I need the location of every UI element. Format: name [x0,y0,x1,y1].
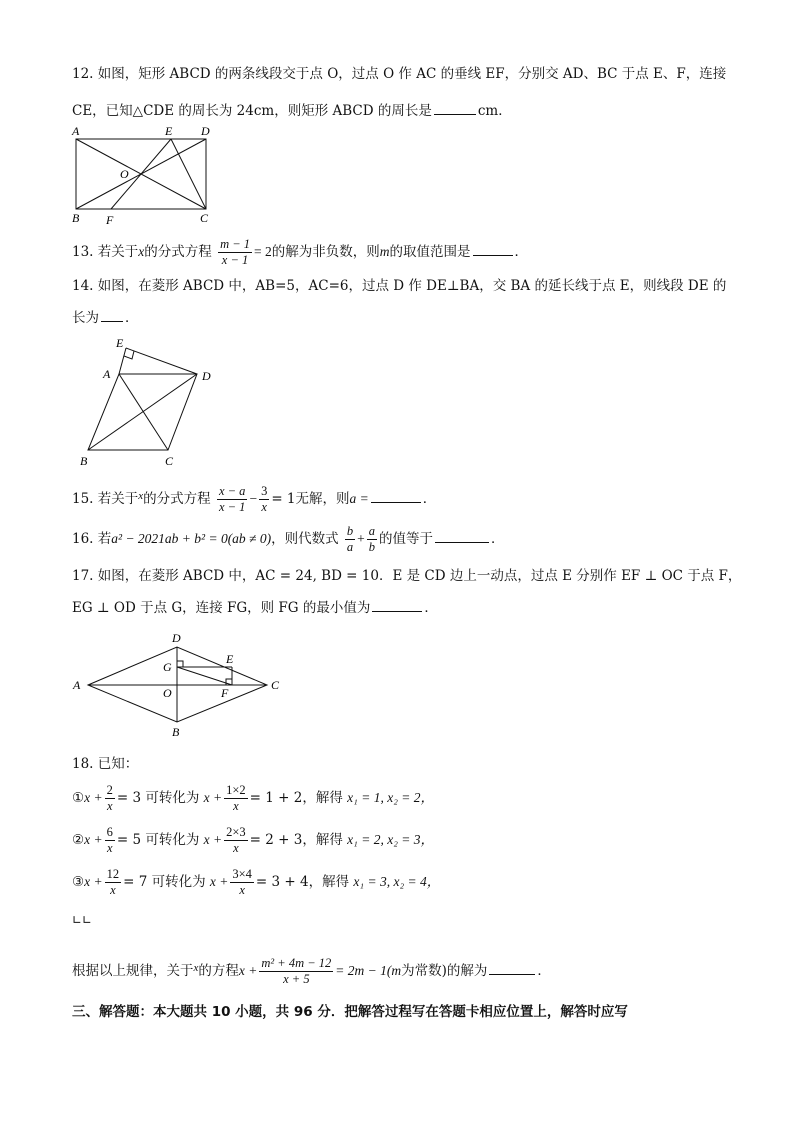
q18-item2-c: x + [203,832,223,847]
q14-label-b: B [80,454,88,468]
q18-rule-m: m [391,963,402,978]
q18-item2-solution: x₁ = 2, x₂ = 3， [347,832,434,847]
q12-line1: 12. 如图，矩形 ABCD 的两条线段交于点 O，过点 O 作 AC 的垂线 EF，分别交 AD、BC 于点 E、F，连接 [72,66,727,82]
q16-expression: a² − 2021ab + b² = 0(ab ≠ 0) [111,531,272,546]
q17-label-a: A [73,678,81,692]
q18-rule-pre: 根据以上规律，关于 [72,963,194,979]
q12-label-c: C [200,211,209,225]
q18-item2-frac-right [224,825,248,856]
q17-right-angle-mark-g [177,661,183,667]
q18-item3-a: x + [84,874,103,889]
q14-diagonal-ac [119,374,168,450]
q13-post1: 的解为非负数，则 [271,244,380,260]
q15-frac2-num: 3 [261,484,268,498]
q18-rule-end: ． [537,963,551,979]
answer-blank-12 [434,100,476,115]
q18-rule-var-x: x [193,962,199,974]
q12-label-d: D [201,124,210,138]
q15-end: ． [422,491,437,507]
q14-figure [76,334,226,470]
q17-label-d: D [172,631,181,645]
q18-item-1 [72,780,434,816]
q16-frac1-den: a [346,540,354,554]
q13-fraction [218,237,252,268]
answer-blank-18 [489,960,535,975]
q18-item3-frac-right-den: x [239,883,245,897]
q12-label-b: B [72,211,80,225]
q18-item2-b: = 5 可转化为 [116,832,200,848]
q12-label-o: O [120,167,129,181]
q18-rule-mid: 的方程 [198,963,239,979]
q18-item2-frac-left-num: 6 [106,825,113,839]
q18-item1-frac-right [224,783,248,814]
q12-label-e: E [165,124,173,138]
q15-var-x: x [138,490,144,502]
q14-label-a: A [103,367,111,381]
q18-item3-frac-left-den: x [110,883,116,897]
q18-item3-frac-right-num: 3×4 [232,867,252,881]
q18-item3-frac-left [105,867,122,898]
q15-frac1-num: x − a [218,484,246,498]
q18-rule-b: = 2m − 1( [335,963,392,978]
q17-label-c: C [271,678,280,692]
q14-extension-ae [119,348,126,374]
q15-frac1-den: x − 1 [218,500,246,514]
q18-title: 18. 已知： [72,756,139,772]
q18-item-2 [72,822,434,858]
q18-item2-a: x + [84,832,103,847]
q18-item2-frac-right-den: x [233,841,239,855]
q16-frac2-num: a [368,524,376,538]
q18-mark-2: ② [72,832,85,848]
q16-frac1-num: b [346,524,354,538]
q18-mark-1: ① [72,790,85,806]
q14-segment-de [126,348,197,374]
q18-rule-line [72,950,551,989]
q16-frac2-den: b [368,540,376,554]
q17-label-e: E [226,652,234,666]
q16-line [72,521,505,557]
q17-label-g: G [163,660,172,674]
q14-diagonal-bd [88,374,197,450]
q13-line [72,234,528,270]
q16-end: ． [491,531,505,547]
q12-label-a: A [72,124,80,138]
q15-minus: − [249,491,258,506]
q18-mark-3: ③ [72,874,85,890]
q14-line2-post: ． [125,310,139,326]
q12-label-f: F [106,213,114,227]
q16-fraction-2 [367,524,377,555]
q16-fraction-1 [345,524,355,555]
q12-figure [70,122,220,228]
q13-post2: 的取值范围是 [389,244,471,260]
q14-line2 [72,307,139,328]
q17-line1: 17. 如图，在菱形 ABCD 中，AC = 24, BD = 10．E 是 CD 边上一动点，过点 E 分别作 EF ⊥ OC 于点 F， [72,568,742,584]
q18-item1-c: x + [203,790,223,805]
answer-blank-13 [473,241,513,256]
q15-frac2-den: x [261,500,267,514]
answer-blank-14 [101,307,123,322]
q13-frac-den: x − 1 [221,253,249,267]
q14-label-e: E [116,336,124,350]
answer-blank-15 [371,488,421,503]
q18-item2-frac-left-den: x [106,841,113,855]
q17-segment-fg [177,667,232,685]
q13-pre: 13. 若关于 [72,244,139,260]
q17-figure [70,630,290,742]
q13-var-m: m [379,244,390,259]
q18-item3-frac-left-num: 12 [106,867,120,881]
q13-frac-num: m − 1 [220,237,251,251]
q13-eq: = 2 [254,244,272,259]
q18-item3-d: = 3 + 4，解得 [255,874,350,890]
q18-item-3 [72,864,440,900]
q14-label-d: D [202,369,211,383]
q18-item3-frac-right [230,867,254,898]
q16-plus: + [357,531,365,546]
q15-pre: 15. 若关于 [72,491,139,507]
q16-post: 的值等于 [379,531,434,547]
answer-blank-17 [372,597,422,612]
q12-line2 [72,100,512,121]
q18-item1-b: = 3 可转化为 [116,790,200,806]
section-3-heading: 三、解答题：本大题共 10 小题，共 96 分．把解答过程写在答题卡相应位置上，解答时应写 [72,1004,628,1020]
q15-fraction-2 [259,484,269,515]
q17-label-b: B [172,725,180,739]
q16-pre: 16. 若 [72,531,112,547]
q18-item1-frac-right-num: 1×2 [226,783,246,797]
q15-mid: 的分式方程 [143,491,211,507]
answer-blank-16 [435,528,489,543]
q17-line2-post: ． [424,600,438,616]
q13-end: ． [514,244,529,260]
q14-label-c: C [165,454,174,468]
q17-line2-pre: EG ⊥ OD 于点 G，连接 FG，则 FG 的最小值为 [72,600,371,616]
q14-line1: 14. 如图，在菱形 ABCD 中，AB=5，AC=6，过点 D 作 DE⊥BA，交 BA 的延长线于点 E，则线段 DE 的 [72,278,727,294]
q17-label-f: F [221,686,229,700]
q18-item2-frac-right-num: 2×3 [226,825,246,839]
q18-item1-frac-left-den: x [106,799,113,813]
q18-rule-c: 为常数)的解为 [401,963,488,979]
q18-item1-frac-right-den: x [233,799,239,813]
q18-item3-b: = 7 可转化为 [123,874,206,890]
q15-eq: = 1无解，则 [271,491,350,507]
q18-item1-a: x + [84,790,103,805]
q18-item1-frac-left-num: 2 [106,783,113,797]
q18-item1-frac-left [105,783,115,814]
q12-line2-post: cm． [477,103,512,119]
q18-item3-solution: x₁ = 3, x₂ = 4， [353,874,441,889]
q17-line2 [72,597,438,618]
q16-mid: ，则代数式 [271,531,339,547]
q14-line2-pre: 长为 [72,310,99,326]
q18-rule-frac-num: m² + 4m − 12 [261,956,332,970]
q17-label-o: O [163,686,172,700]
q15-var-a: a = [349,491,369,506]
q18-ellipsis: ∟∟ [72,913,93,927]
q18-rule-a: x + [238,963,258,978]
q18-item3-c: x + [209,874,229,889]
q13-mid: 的分式方程 [144,244,212,260]
q12-line2-pre: CE，已知△CDE 的周长为 24cm，则矩形 ABCD 的周长是 [72,103,432,119]
q18-item1-d: = 1 + 2，解得 [249,790,343,806]
q15-line [72,478,436,517]
q18-item1-solution: x₁ = 1, x₂ = 2， [347,790,434,805]
q14-right-angle-mark [124,351,134,359]
q18-item2-frac-left [105,825,115,856]
q13-var-x: x [138,244,145,259]
q18-rule-frac-den: x + 5 [283,972,310,986]
q18-rule-fraction [259,956,333,987]
q15-fraction-1 [217,484,247,515]
q18-item2-d: = 2 + 3，解得 [249,832,343,848]
q12-segment-ce [171,139,206,209]
